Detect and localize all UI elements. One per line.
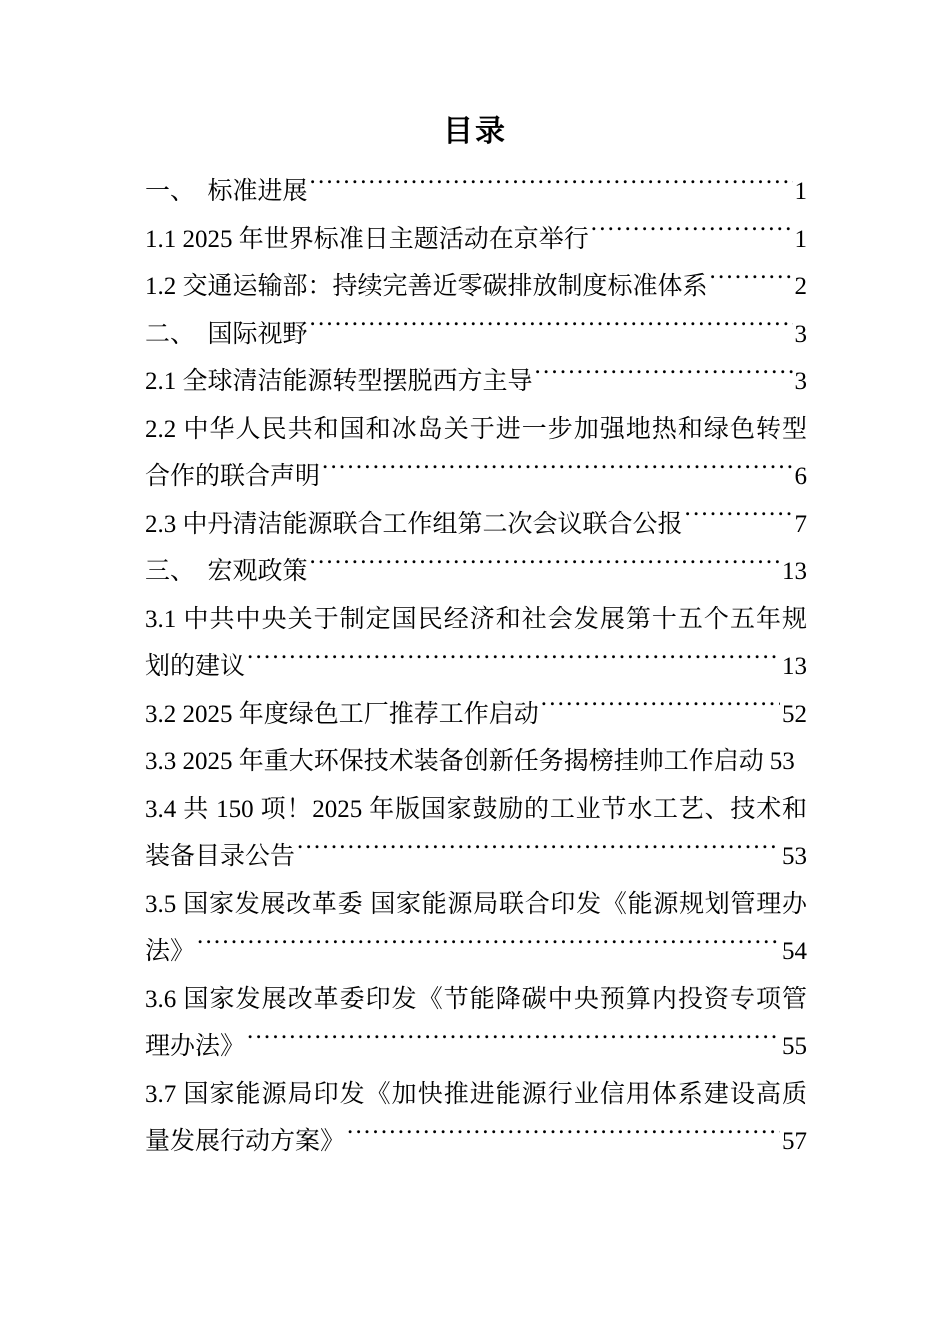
toc-entry-leader-line xyxy=(145,738,807,786)
toc-entry[interactable] xyxy=(145,596,807,691)
toc-entry-line: 3.1 中共中央关于制定国民经济和社会发展第十五个五年规 xyxy=(145,605,807,633)
toc-entry[interactable] xyxy=(145,358,807,406)
toc-entry[interactable] xyxy=(145,311,807,359)
toc-entry[interactable] xyxy=(145,976,807,1071)
toc-entry[interactable] xyxy=(145,1071,807,1166)
dot-leader xyxy=(247,649,780,674)
dot-leader xyxy=(541,697,780,722)
toc-entry-label: 合作的联合声明 xyxy=(145,463,321,490)
toc-entry[interactable] xyxy=(145,786,807,881)
toc-entry-label: 1.1 2025 年世界标准日主题活动在京举行 xyxy=(145,225,589,253)
toc-entry-page-number: 53 xyxy=(769,748,795,775)
dot-leader xyxy=(347,1124,780,1149)
toc-entry-page-number: 55 xyxy=(782,1033,807,1060)
dot-leader xyxy=(535,364,793,389)
toc-entry-label: 3.2 2025 年度绿色工厂推荐工作启动 xyxy=(145,700,539,728)
toc-entry-label: 理办法》 xyxy=(145,1033,246,1060)
toc-entry-leader-line xyxy=(145,691,807,739)
toc-entry-label: 一、 标准进展 xyxy=(145,178,308,205)
toc-entry[interactable] xyxy=(145,548,807,596)
toc-entry[interactable] xyxy=(145,691,807,739)
toc-entry-label: 量发展行动方案》 xyxy=(145,1128,346,1155)
toc-entry-label: 3.3 2025 年重大环保技术装备创新任务揭榜挂帅工作启动 xyxy=(145,748,764,775)
toc-entry[interactable] xyxy=(145,168,807,216)
toc-entry-label: 2.1 全球清洁能源转型摆脱西方主导 xyxy=(145,368,533,395)
toc-list xyxy=(145,168,807,1166)
page-title: 目录 xyxy=(443,115,507,148)
dot-leader xyxy=(310,317,793,342)
toc-entry-label: 2.3 中丹清洁能源联合工作组第二次会议联合公报 xyxy=(145,510,683,538)
dot-leader xyxy=(685,507,793,532)
toc-entry-page-number: 2 xyxy=(794,273,807,300)
toc-entry-leader-line xyxy=(145,453,807,501)
toc-entry-line: 2.2 中华人民共和国和冰岛关于进一步加强地热和绿色转型 xyxy=(145,415,807,443)
toc-entry-page-number: 7 xyxy=(794,510,807,538)
toc-entry-label: 三、 宏观政策 xyxy=(145,558,308,585)
toc-entry[interactable] xyxy=(145,216,807,264)
toc-entry-page-number: 3 xyxy=(794,320,807,348)
toc-entry-page-number: 13 xyxy=(782,558,807,585)
toc-entry-leader-line xyxy=(145,928,807,976)
toc-entry-page-number: 52 xyxy=(782,700,807,728)
toc-entry-label: 装备目录公告 xyxy=(145,843,296,870)
toc-entry-label: 1.2 交通运输部：持续完善近零碳排放制度标准体系 xyxy=(145,273,708,300)
toc-entry-page-number: 54 xyxy=(782,938,807,965)
toc-entry-leader-line xyxy=(145,311,807,359)
toc-entry-leader-line xyxy=(145,643,807,691)
toc-entry-label: 法》 xyxy=(145,938,196,965)
toc-entry-page-number: 57 xyxy=(782,1128,807,1155)
toc-entry-leader-line xyxy=(145,216,807,264)
dot-leader xyxy=(247,1029,780,1054)
toc-entry-leader-line xyxy=(145,833,807,881)
dot-leader xyxy=(591,222,793,247)
toc-entry-line: 3.5 国家发展改革委 国家能源局联合印发《能源规划管理办 xyxy=(145,890,807,918)
toc-entry-leader-line xyxy=(145,358,807,406)
dot-leader xyxy=(297,839,780,864)
toc-entry-page-number: 3 xyxy=(794,368,807,395)
toc-entry-leader-line xyxy=(145,1023,807,1071)
toc-entry-leader-line xyxy=(145,501,807,549)
toc-entry-line: 3.7 国家能源局印发《加快推进能源行业信用体系建设高质 xyxy=(145,1080,807,1108)
toc-entry-page-number: 1 xyxy=(794,225,807,253)
toc-entry-page-number: 53 xyxy=(782,843,807,870)
toc-entry[interactable] xyxy=(145,406,807,501)
dot-leader xyxy=(322,459,792,484)
toc-entry-page-number: 1 xyxy=(794,178,807,205)
toc-entry-label: 划的建议 xyxy=(145,653,246,680)
toc-entry-leader-line xyxy=(145,548,807,596)
dot-leader xyxy=(310,554,780,579)
toc-entry[interactable] xyxy=(145,263,807,311)
toc-entry[interactable] xyxy=(145,881,807,976)
dot-leader xyxy=(310,174,793,199)
toc-entry-leader-line xyxy=(145,168,807,216)
toc-entry-page-number: 6 xyxy=(794,463,807,490)
dot-leader xyxy=(710,269,793,294)
toc-entry-leader-line xyxy=(145,1118,807,1166)
dot-leader xyxy=(197,934,780,959)
toc-entry-line: 3.6 国家发展改革委印发《节能降碳中央预算内投资专项管 xyxy=(145,985,807,1013)
toc-entry-leader-line xyxy=(145,263,807,311)
toc-entry-label: 二、 国际视野 xyxy=(145,320,308,348)
toc-entry[interactable] xyxy=(145,501,807,549)
toc-entry-page-number: 13 xyxy=(782,653,807,680)
toc-entry-line: 3.4 共 150 项！2025 年版国家鼓励的工业节水工艺、技术和 xyxy=(145,795,807,823)
toc-entry[interactable] xyxy=(145,738,807,786)
